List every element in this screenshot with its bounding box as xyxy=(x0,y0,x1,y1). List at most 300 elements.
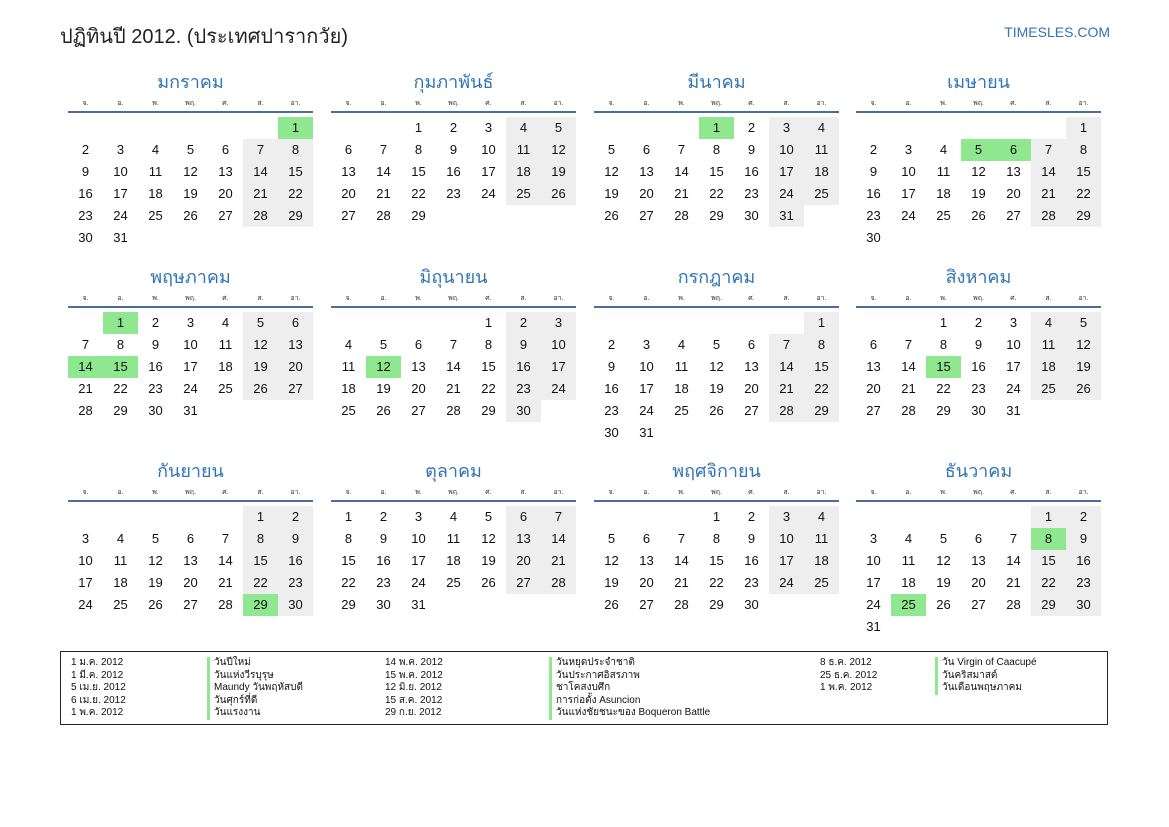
holiday-day-cell[interactable]: 25 xyxy=(891,594,926,616)
day-cell[interactable]: 13 xyxy=(218,164,233,179)
day-cell[interactable]: 12 xyxy=(243,334,278,356)
day-cell[interactable]: 24 xyxy=(113,208,128,223)
day-cell[interactable]: 11 xyxy=(674,359,689,374)
day-cell[interactable]: 18 xyxy=(148,186,163,201)
day-cell[interactable]: 27 xyxy=(341,208,356,223)
day-cell[interactable]: 12 xyxy=(1066,334,1101,356)
day-cell[interactable]: 4 xyxy=(116,531,125,546)
day-cell[interactable]: 2 xyxy=(449,120,458,135)
day-cell[interactable]: 19 xyxy=(604,575,619,590)
day-cell[interactable]: 26 xyxy=(936,597,951,612)
day-cell[interactable]: 4 xyxy=(804,117,839,139)
holiday-day-cell[interactable]: 29 xyxy=(243,594,278,616)
day-cell[interactable]: 9 xyxy=(869,164,878,179)
day-cell[interactable]: 7 xyxy=(677,142,686,157)
day-cell[interactable]: 9 xyxy=(974,337,983,352)
day-cell[interactable]: 27 xyxy=(971,597,986,612)
day-cell[interactable]: 20 xyxy=(866,381,881,396)
day-cell[interactable]: 8 xyxy=(804,334,839,356)
day-cell[interactable]: 6 xyxy=(869,337,878,352)
day-cell[interactable]: 23 xyxy=(506,378,541,400)
day-cell[interactable]: 5 xyxy=(484,509,493,524)
day-cell[interactable]: 21 xyxy=(674,575,689,590)
day-cell[interactable]: 1 xyxy=(1031,506,1066,528)
day-cell[interactable]: 4 xyxy=(677,337,686,352)
day-cell[interactable]: 1 xyxy=(344,509,353,524)
day-cell[interactable]: 9 xyxy=(449,142,458,157)
day-cell[interactable]: 9 xyxy=(747,142,756,157)
day-cell[interactable]: 28 xyxy=(674,208,689,223)
day-cell[interactable]: 30 xyxy=(376,597,391,612)
day-cell[interactable]: 12 xyxy=(709,359,724,374)
day-cell[interactable]: 16 xyxy=(744,553,759,568)
day-cell[interactable]: 6 xyxy=(221,142,230,157)
day-cell[interactable]: 22 xyxy=(341,575,356,590)
day-cell[interactable]: 23 xyxy=(78,208,93,223)
day-cell[interactable]: 17 xyxy=(541,356,576,378)
day-cell[interactable]: 30 xyxy=(604,425,619,440)
day-cell[interactable]: 23 xyxy=(744,186,759,201)
day-cell[interactable]: 3 xyxy=(484,120,493,135)
day-cell[interactable]: 8 xyxy=(278,139,313,161)
day-cell[interactable]: 11 xyxy=(804,139,839,161)
day-cell[interactable]: 1 xyxy=(804,312,839,334)
day-cell[interactable]: 16 xyxy=(604,381,619,396)
day-cell[interactable]: 25 xyxy=(804,183,839,205)
day-cell[interactable]: 11 xyxy=(901,553,916,568)
day-cell[interactable]: 24 xyxy=(866,597,881,612)
day-cell[interactable]: 23 xyxy=(446,186,461,201)
day-cell[interactable]: 20 xyxy=(971,575,986,590)
day-cell[interactable]: 14 xyxy=(243,161,278,183)
day-cell[interactable]: 3 xyxy=(186,315,195,330)
day-cell[interactable]: 25 xyxy=(341,403,356,418)
day-cell[interactable]: 28 xyxy=(376,208,391,223)
day-cell[interactable]: 22 xyxy=(709,575,724,590)
day-cell[interactable]: 29 xyxy=(481,403,496,418)
holiday-day-cell[interactable]: 1 xyxy=(699,117,734,139)
day-cell[interactable]: 13 xyxy=(744,359,759,374)
day-cell[interactable]: 24 xyxy=(769,183,804,205)
day-cell[interactable]: 10 xyxy=(769,139,804,161)
day-cell[interactable]: 13 xyxy=(506,528,541,550)
day-cell[interactable]: 4 xyxy=(804,506,839,528)
day-cell[interactable]: 27 xyxy=(506,572,541,594)
day-cell[interactable]: 21 xyxy=(901,381,916,396)
day-cell[interactable]: 29 xyxy=(1066,205,1101,227)
day-cell[interactable]: 21 xyxy=(674,186,689,201)
day-cell[interactable]: 21 xyxy=(769,378,804,400)
day-cell[interactable]: 7 xyxy=(379,142,388,157)
day-cell[interactable]: 25 xyxy=(674,403,689,418)
holiday-day-cell[interactable]: 6 xyxy=(996,139,1031,161)
day-cell[interactable]: 23 xyxy=(148,381,163,396)
day-cell[interactable]: 7 xyxy=(904,337,913,352)
day-cell[interactable]: 15 xyxy=(1066,161,1101,183)
day-cell[interactable]: 20 xyxy=(218,186,233,201)
day-cell[interactable]: 22 xyxy=(936,381,951,396)
day-cell[interactable]: 26 xyxy=(604,208,619,223)
day-cell[interactable]: 2 xyxy=(747,120,756,135)
day-cell[interactable]: 28 xyxy=(769,400,804,422)
day-cell[interactable]: 11 xyxy=(804,528,839,550)
day-cell[interactable]: 3 xyxy=(1009,315,1018,330)
day-cell[interactable]: 26 xyxy=(376,403,391,418)
day-cell[interactable]: 26 xyxy=(1066,378,1101,400)
day-cell[interactable]: 19 xyxy=(1066,356,1101,378)
day-cell[interactable]: 17 xyxy=(411,553,426,568)
day-cell[interactable]: 29 xyxy=(709,208,724,223)
day-cell[interactable]: 4 xyxy=(1031,312,1066,334)
day-cell[interactable]: 10 xyxy=(113,164,128,179)
day-cell[interactable]: 26 xyxy=(183,208,198,223)
day-cell[interactable]: 12 xyxy=(541,139,576,161)
day-cell[interactable]: 24 xyxy=(481,186,496,201)
day-cell[interactable]: 15 xyxy=(709,164,724,179)
day-cell[interactable]: 18 xyxy=(113,575,128,590)
day-cell[interactable]: 21 xyxy=(1006,575,1021,590)
day-cell[interactable]: 26 xyxy=(604,597,619,612)
day-cell[interactable]: 21 xyxy=(446,381,461,396)
day-cell[interactable]: 5 xyxy=(151,531,160,546)
day-cell[interactable]: 3 xyxy=(541,312,576,334)
day-cell[interactable]: 14 xyxy=(769,356,804,378)
day-cell[interactable]: 30 xyxy=(1066,594,1101,616)
day-cell[interactable]: 14 xyxy=(1006,553,1021,568)
day-cell[interactable]: 2 xyxy=(869,142,878,157)
day-cell[interactable]: 24 xyxy=(901,208,916,223)
day-cell[interactable]: 9 xyxy=(747,531,756,546)
day-cell[interactable]: 30 xyxy=(744,597,759,612)
day-cell[interactable]: 19 xyxy=(148,575,163,590)
day-cell[interactable]: 24 xyxy=(769,572,804,594)
day-cell[interactable]: 21 xyxy=(376,186,391,201)
day-cell[interactable]: 3 xyxy=(769,506,804,528)
day-cell[interactable]: 17 xyxy=(183,359,198,374)
day-cell[interactable]: 8 xyxy=(712,142,721,157)
day-cell[interactable]: 25 xyxy=(113,597,128,612)
day-cell[interactable]: 6 xyxy=(344,142,353,157)
day-cell[interactable]: 5 xyxy=(186,142,195,157)
day-cell[interactable]: 19 xyxy=(183,186,198,201)
day-cell[interactable]: 23 xyxy=(376,575,391,590)
day-cell[interactable]: 13 xyxy=(411,359,426,374)
day-cell[interactable]: 18 xyxy=(674,381,689,396)
day-cell[interactable]: 3 xyxy=(869,531,878,546)
day-cell[interactable]: 19 xyxy=(243,356,278,378)
day-cell[interactable]: 12 xyxy=(604,164,619,179)
day-cell[interactable]: 2 xyxy=(506,312,541,334)
day-cell[interactable]: 29 xyxy=(341,597,356,612)
day-cell[interactable]: 15 xyxy=(709,553,724,568)
day-cell[interactable]: 1 xyxy=(1066,117,1101,139)
day-cell[interactable]: 14 xyxy=(541,528,576,550)
day-cell[interactable]: 27 xyxy=(1006,208,1021,223)
day-cell[interactable]: 15 xyxy=(481,359,496,374)
day-cell[interactable]: 20 xyxy=(639,575,654,590)
day-cell[interactable]: 13 xyxy=(866,359,881,374)
day-cell[interactable]: 3 xyxy=(414,509,423,524)
day-cell[interactable]: 8 xyxy=(243,528,278,550)
day-cell[interactable]: 9 xyxy=(81,164,90,179)
day-cell[interactable]: 1 xyxy=(939,315,948,330)
day-cell[interactable]: 18 xyxy=(341,381,356,396)
day-cell[interactable]: 10 xyxy=(866,553,881,568)
day-cell[interactable]: 29 xyxy=(936,403,951,418)
day-cell[interactable]: 2 xyxy=(151,315,160,330)
day-cell[interactable]: 24 xyxy=(541,378,576,400)
day-cell[interactable]: 4 xyxy=(151,142,160,157)
day-cell[interactable]: 15 xyxy=(243,550,278,572)
day-cell[interactable]: 13 xyxy=(971,553,986,568)
day-cell[interactable]: 27 xyxy=(639,208,654,223)
day-cell[interactable]: 24 xyxy=(639,403,654,418)
day-cell[interactable]: 4 xyxy=(221,315,230,330)
day-cell[interactable]: 25 xyxy=(506,183,541,205)
day-cell[interactable]: 18 xyxy=(1031,356,1066,378)
day-cell[interactable]: 19 xyxy=(541,161,576,183)
day-cell[interactable]: 22 xyxy=(243,572,278,594)
day-cell[interactable]: 1 xyxy=(712,509,721,524)
day-cell[interactable]: 3 xyxy=(769,117,804,139)
day-cell[interactable]: 21 xyxy=(218,575,233,590)
holiday-day-cell[interactable]: 12 xyxy=(366,356,401,378)
day-cell[interactable]: 27 xyxy=(218,208,233,223)
day-cell[interactable]: 20 xyxy=(278,356,313,378)
day-cell[interactable]: 17 xyxy=(866,575,881,590)
holiday-day-cell[interactable]: 1 xyxy=(278,117,313,139)
day-cell[interactable]: 21 xyxy=(243,183,278,205)
day-cell[interactable]: 22 xyxy=(1031,572,1066,594)
day-cell[interactable]: 31 xyxy=(866,619,881,634)
day-cell[interactable]: 13 xyxy=(183,553,198,568)
day-cell[interactable]: 4 xyxy=(904,531,913,546)
day-cell[interactable]: 29 xyxy=(411,208,426,223)
day-cell[interactable]: 16 xyxy=(1066,550,1101,572)
day-cell[interactable]: 8 xyxy=(939,337,948,352)
day-cell[interactable]: 19 xyxy=(376,381,391,396)
day-cell[interactable]: 6 xyxy=(747,337,756,352)
day-cell[interactable]: 29 xyxy=(709,597,724,612)
day-cell[interactable]: 18 xyxy=(506,161,541,183)
day-cell[interactable]: 6 xyxy=(186,531,195,546)
day-cell[interactable]: 29 xyxy=(113,403,128,418)
day-cell[interactable]: 8 xyxy=(1066,139,1101,161)
day-cell[interactable]: 8 xyxy=(712,531,721,546)
day-cell[interactable]: 31 xyxy=(183,403,198,418)
day-cell[interactable]: 30 xyxy=(744,208,759,223)
day-cell[interactable]: 20 xyxy=(506,550,541,572)
day-cell[interactable]: 20 xyxy=(639,186,654,201)
day-cell[interactable]: 8 xyxy=(344,531,353,546)
day-cell[interactable]: 20 xyxy=(1006,186,1021,201)
holiday-day-cell[interactable]: 15 xyxy=(103,356,138,378)
day-cell[interactable]: 15 xyxy=(411,164,426,179)
day-cell[interactable]: 7 xyxy=(221,531,230,546)
day-cell[interactable]: 6 xyxy=(642,142,651,157)
day-cell[interactable]: 7 xyxy=(243,139,278,161)
day-cell[interactable]: 30 xyxy=(78,230,93,245)
day-cell[interactable]: 29 xyxy=(1031,594,1066,616)
day-cell[interactable]: 17 xyxy=(481,164,496,179)
day-cell[interactable]: 5 xyxy=(607,142,616,157)
day-cell[interactable]: 16 xyxy=(446,164,461,179)
day-cell[interactable]: 23 xyxy=(604,403,619,418)
day-cell[interactable]: 5 xyxy=(1066,312,1101,334)
day-cell[interactable]: 20 xyxy=(744,381,759,396)
day-cell[interactable]: 25 xyxy=(148,208,163,223)
day-cell[interactable]: 7 xyxy=(541,506,576,528)
day-cell[interactable]: 17 xyxy=(1006,359,1021,374)
day-cell[interactable]: 27 xyxy=(639,597,654,612)
day-cell[interactable]: 6 xyxy=(414,337,423,352)
day-cell[interactable]: 11 xyxy=(148,164,163,179)
day-cell[interactable]: 22 xyxy=(278,183,313,205)
day-cell[interactable]: 9 xyxy=(379,531,388,546)
day-cell[interactable]: 25 xyxy=(446,575,461,590)
day-cell[interactable]: 10 xyxy=(1006,337,1021,352)
day-cell[interactable]: 19 xyxy=(936,575,951,590)
day-cell[interactable]: 2 xyxy=(278,506,313,528)
day-cell[interactable]: 22 xyxy=(411,186,426,201)
day-cell[interactable]: 7 xyxy=(769,334,804,356)
day-cell[interactable]: 1 xyxy=(484,315,493,330)
day-cell[interactable]: 13 xyxy=(1006,164,1021,179)
day-cell[interactable]: 14 xyxy=(674,553,689,568)
day-cell[interactable]: 26 xyxy=(481,575,496,590)
day-cell[interactable]: 18 xyxy=(218,359,233,374)
day-cell[interactable]: 22 xyxy=(804,378,839,400)
day-cell[interactable]: 31 xyxy=(1006,403,1021,418)
day-cell[interactable]: 17 xyxy=(769,161,804,183)
day-cell[interactable]: 8 xyxy=(484,337,493,352)
day-cell[interactable]: 18 xyxy=(804,161,839,183)
day-cell[interactable]: 2 xyxy=(1066,506,1101,528)
day-cell[interactable]: 9 xyxy=(1066,528,1101,550)
day-cell[interactable]: 4 xyxy=(449,509,458,524)
holiday-day-cell[interactable]: 14 xyxy=(68,356,103,378)
day-cell[interactable]: 17 xyxy=(78,575,93,590)
day-cell[interactable]: 10 xyxy=(639,359,654,374)
day-cell[interactable]: 3 xyxy=(81,531,90,546)
day-cell[interactable]: 31 xyxy=(639,425,654,440)
day-cell[interactable]: 21 xyxy=(78,381,93,396)
day-cell[interactable]: 28 xyxy=(243,205,278,227)
day-cell[interactable]: 24 xyxy=(183,381,198,396)
day-cell[interactable]: 2 xyxy=(81,142,90,157)
day-cell[interactable]: 5 xyxy=(939,531,948,546)
day-cell[interactable]: 8 xyxy=(116,337,125,352)
day-cell[interactable]: 16 xyxy=(971,359,986,374)
day-cell[interactable]: 3 xyxy=(642,337,651,352)
day-cell[interactable]: 23 xyxy=(278,572,313,594)
day-cell[interactable]: 3 xyxy=(116,142,125,157)
day-cell[interactable]: 12 xyxy=(183,164,198,179)
day-cell[interactable]: 2 xyxy=(974,315,983,330)
day-cell[interactable]: 30 xyxy=(278,594,313,616)
day-cell[interactable]: 5 xyxy=(712,337,721,352)
day-cell[interactable]: 21 xyxy=(1031,183,1066,205)
day-cell[interactable]: 13 xyxy=(639,553,654,568)
day-cell[interactable]: 26 xyxy=(243,378,278,400)
day-cell[interactable]: 24 xyxy=(1006,381,1021,396)
day-cell[interactable]: 28 xyxy=(78,403,93,418)
day-cell[interactable]: 18 xyxy=(936,186,951,201)
day-cell[interactable]: 30 xyxy=(148,403,163,418)
day-cell[interactable]: 6 xyxy=(642,531,651,546)
day-cell[interactable]: 11 xyxy=(218,337,233,352)
day-cell[interactable]: 7 xyxy=(81,337,90,352)
day-cell[interactable]: 2 xyxy=(379,509,388,524)
day-cell[interactable]: 13 xyxy=(278,334,313,356)
day-cell[interactable]: 7 xyxy=(1031,139,1066,161)
day-cell[interactable]: 8 xyxy=(414,142,423,157)
day-cell[interactable]: 10 xyxy=(481,142,496,157)
day-cell[interactable]: 21 xyxy=(541,550,576,572)
day-cell[interactable]: 10 xyxy=(78,553,93,568)
day-cell[interactable]: 19 xyxy=(971,186,986,201)
day-cell[interactable]: 23 xyxy=(744,575,759,590)
day-cell[interactable]: 13 xyxy=(639,164,654,179)
day-cell[interactable]: 28 xyxy=(1006,597,1021,612)
day-cell[interactable]: 26 xyxy=(541,183,576,205)
day-cell[interactable]: 15 xyxy=(804,356,839,378)
day-cell[interactable]: 17 xyxy=(639,381,654,396)
day-cell[interactable]: 24 xyxy=(78,597,93,612)
day-cell[interactable]: 14 xyxy=(446,359,461,374)
day-cell[interactable]: 31 xyxy=(113,230,128,245)
day-cell[interactable]: 11 xyxy=(446,531,461,546)
day-cell[interactable]: 29 xyxy=(278,205,313,227)
day-cell[interactable]: 7 xyxy=(677,531,686,546)
day-cell[interactable]: 16 xyxy=(78,186,93,201)
day-cell[interactable]: 23 xyxy=(1066,572,1101,594)
day-cell[interactable]: 20 xyxy=(183,575,198,590)
day-cell[interactable]: 20 xyxy=(411,381,426,396)
day-cell[interactable]: 9 xyxy=(506,334,541,356)
day-cell[interactable]: 25 xyxy=(218,381,233,396)
holiday-day-cell[interactable]: 1 xyxy=(103,312,138,334)
day-cell[interactable]: 16 xyxy=(278,550,313,572)
day-cell[interactable]: 17 xyxy=(113,186,128,201)
day-cell[interactable]: 25 xyxy=(936,208,951,223)
day-cell[interactable]: 14 xyxy=(674,164,689,179)
day-cell[interactable]: 6 xyxy=(506,506,541,528)
day-cell[interactable]: 29 xyxy=(804,400,839,422)
day-cell[interactable]: 12 xyxy=(481,531,496,546)
day-cell[interactable]: 5 xyxy=(607,531,616,546)
day-cell[interactable]: 26 xyxy=(148,597,163,612)
day-cell[interactable]: 12 xyxy=(604,553,619,568)
day-cell[interactable]: 1 xyxy=(243,506,278,528)
day-cell[interactable]: 19 xyxy=(709,381,724,396)
holiday-day-cell[interactable]: 15 xyxy=(926,356,961,378)
day-cell[interactable]: 7 xyxy=(449,337,458,352)
day-cell[interactable]: 10 xyxy=(541,334,576,356)
day-cell[interactable]: 9 xyxy=(278,528,313,550)
day-cell[interactable]: 6 xyxy=(974,531,983,546)
day-cell[interactable]: 27 xyxy=(278,378,313,400)
day-cell[interactable]: 10 xyxy=(901,164,916,179)
day-cell[interactable]: 14 xyxy=(376,164,391,179)
day-cell[interactable]: 2 xyxy=(607,337,616,352)
day-cell[interactable]: 15 xyxy=(278,161,313,183)
day-cell[interactable]: 10 xyxy=(183,337,198,352)
day-cell[interactable]: 23 xyxy=(866,208,881,223)
day-cell[interactable]: 11 xyxy=(506,139,541,161)
day-cell[interactable]: 26 xyxy=(971,208,986,223)
day-cell[interactable]: 19 xyxy=(481,553,496,568)
